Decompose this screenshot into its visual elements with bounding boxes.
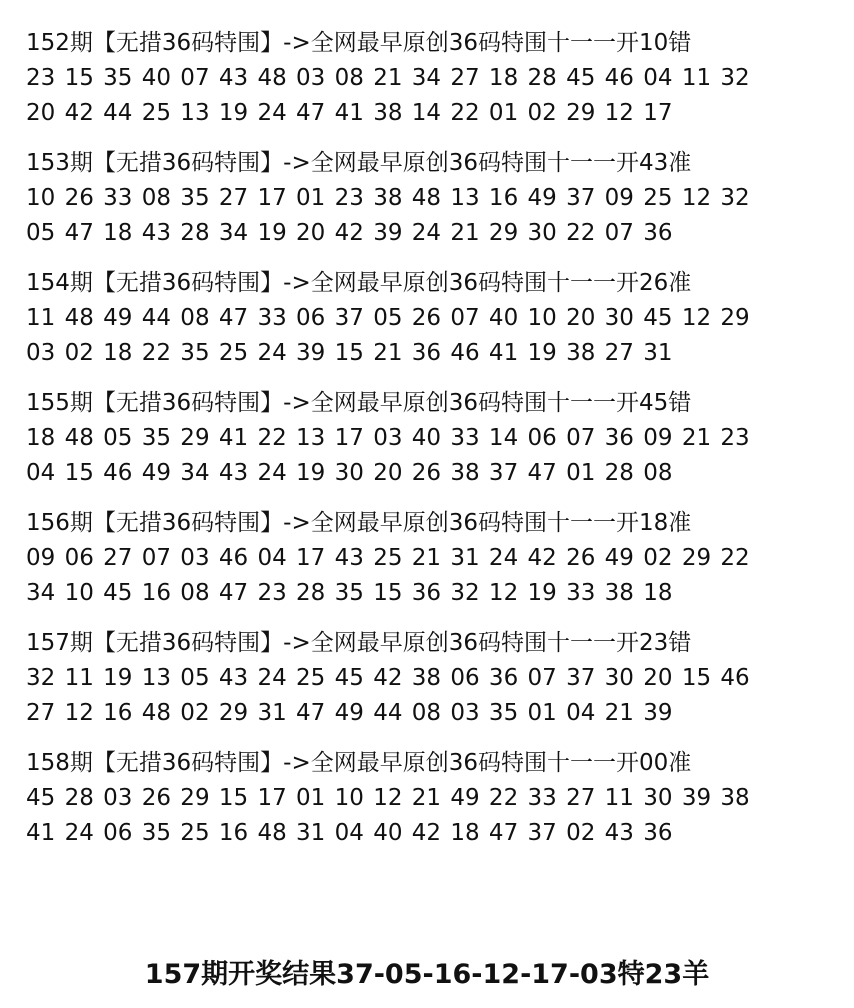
number-row: 18 48 05 35 29 41 22 13 17 03 40 33 14 06 07 36 09 21 23 (26, 425, 750, 451)
entry-153 (26, 146, 846, 266)
number-row: 20 42 44 25 13 19 24 47 41 38 14 22 01 02 29 12 17 (26, 100, 673, 126)
prediction-list (26, 26, 846, 866)
entry-header: 158期【无措36码特围】->全网最早原创36码特围十一一开00准 (26, 750, 692, 776)
entry-header: 155期【无措36码特围】->全网最早原创36码特围十一一开45错 (26, 390, 692, 416)
number-row: 23 15 35 40 07 43 48 03 08 21 34 27 18 28 45 46 04 11 32 (26, 65, 750, 91)
number-row: 45 28 03 26 29 15 17 01 10 12 21 49 22 33 27 11 30 39 38 (26, 785, 750, 811)
entry-header: 152期【无措36码特围】->全网最早原创36码特围十一一开10错 (26, 30, 692, 56)
draw-result-footer: 157期开奖结果37-05-16-12-17-03特23羊 (144, 959, 710, 990)
entry-154 (26, 266, 846, 386)
number-row: 11 48 49 44 08 47 33 06 37 05 26 07 40 10 20 30 45 12 29 (26, 305, 750, 331)
number-row: 27 12 16 48 02 29 31 47 49 44 08 03 35 01 04 21 39 (26, 700, 673, 726)
number-row: 10 26 33 08 35 27 17 01 23 38 48 13 16 49 37 09 25 12 32 (26, 185, 750, 211)
number-row: 09 06 27 07 03 46 04 17 43 25 21 31 24 42 26 49 02 29 22 (26, 545, 750, 571)
entry-header: 153期【无措36码特围】->全网最早原创36码特围十一一开43准 (26, 150, 692, 176)
number-row: 04 15 46 49 34 43 24 19 30 20 26 38 37 47 01 28 08 (26, 460, 673, 486)
number-row: 41 24 06 35 25 16 48 31 04 40 42 18 47 37 02 43 36 (26, 820, 673, 846)
number-row: 32 11 19 13 05 43 24 25 45 42 38 06 36 07 37 30 20 15 46 (26, 665, 750, 691)
entry-header: 157期【无措36码特围】->全网最早原创36码特围十一一开23错 (26, 630, 692, 656)
entry-header: 154期【无措36码特围】->全网最早原创36码特围十一一开26准 (26, 270, 692, 296)
number-row: 34 10 45 16 08 47 23 28 35 15 36 32 12 19 33 38 18 (26, 580, 673, 606)
entry-152 (26, 26, 846, 146)
number-row: 03 02 18 22 35 25 24 39 15 21 36 46 41 19 38 27 31 (26, 340, 673, 366)
entry-156 (26, 506, 846, 626)
entry-158 (26, 746, 846, 866)
number-row: 05 47 18 43 28 34 19 20 42 39 24 21 29 30 22 07 36 (26, 220, 673, 246)
entry-155 (26, 386, 846, 506)
entry-157 (26, 626, 846, 746)
entry-header: 156期【无措36码特围】->全网最早原创36码特围十一一开18准 (26, 510, 692, 536)
